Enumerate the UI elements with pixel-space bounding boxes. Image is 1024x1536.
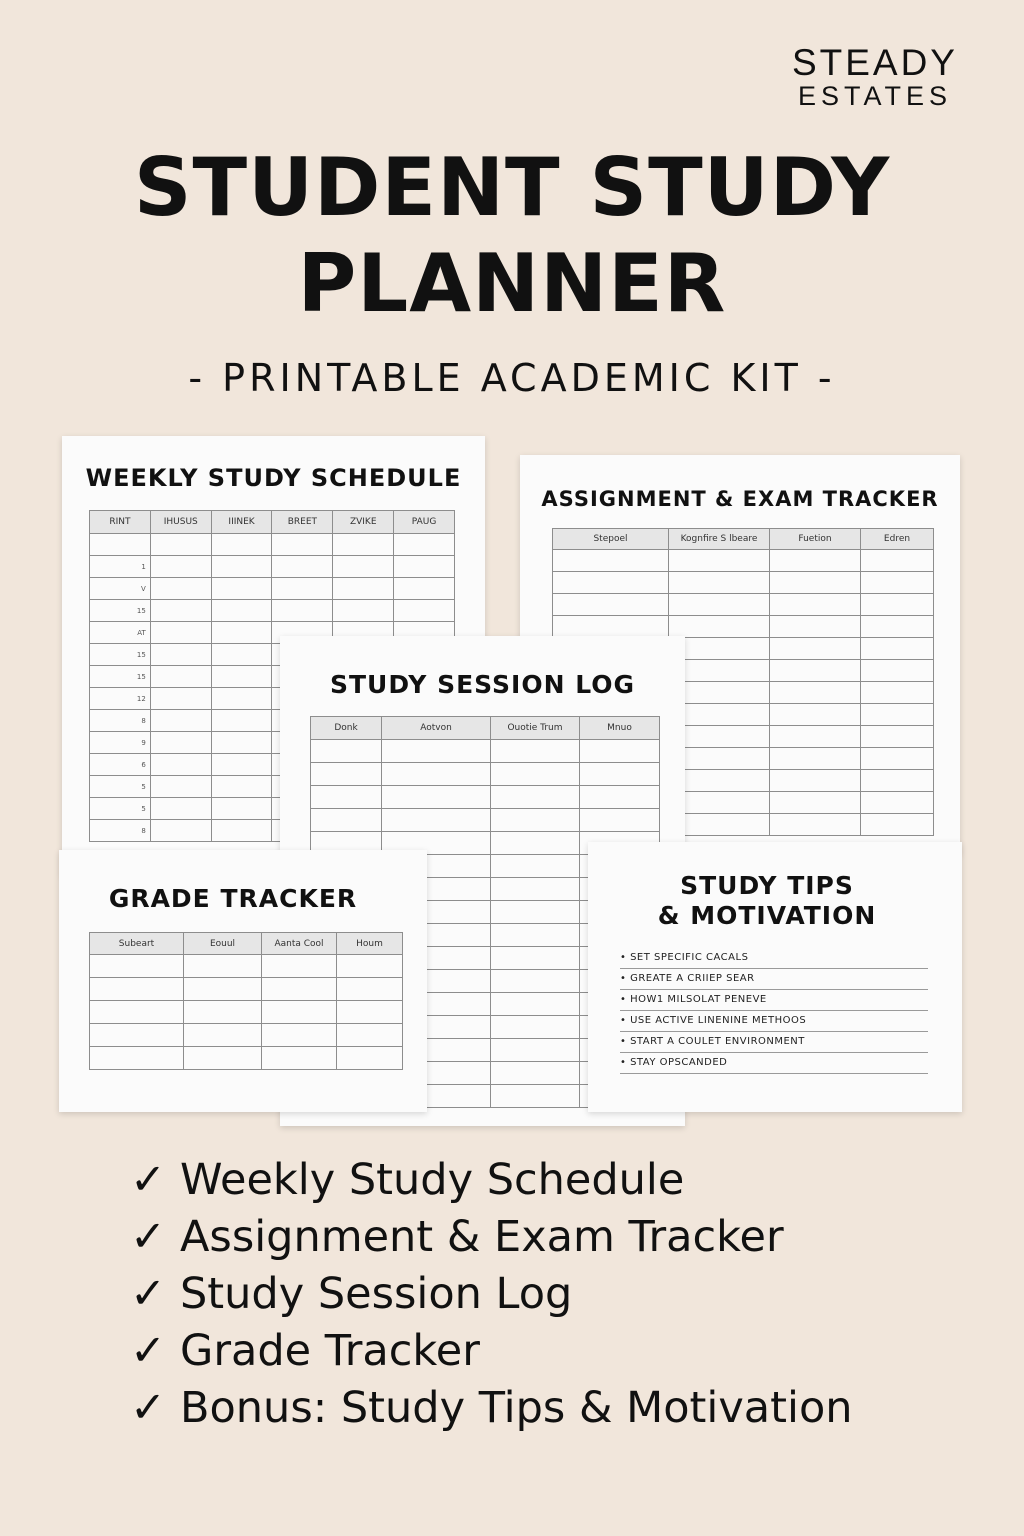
grade-header-cell: Houm bbox=[337, 933, 403, 955]
feature-item bbox=[130, 1266, 853, 1323]
grade-tracker-grid bbox=[89, 932, 403, 1070]
table-cell bbox=[770, 792, 861, 814]
table-cell bbox=[90, 955, 184, 978]
table-cell bbox=[211, 534, 272, 556]
table-cell bbox=[491, 786, 580, 809]
brand-line2: ESTATES bbox=[797, 81, 952, 111]
feature-label: Weekly Study Schedule bbox=[180, 1155, 685, 1205]
table-cell bbox=[382, 763, 491, 786]
table-cell bbox=[184, 1024, 262, 1047]
table-cell bbox=[90, 1024, 184, 1047]
table-cell bbox=[311, 809, 382, 832]
table-cell: 15 bbox=[90, 666, 151, 688]
table-cell bbox=[211, 798, 272, 820]
grade-tracker-sheet bbox=[59, 850, 427, 1112]
grade-row bbox=[90, 1024, 403, 1047]
table-cell bbox=[311, 740, 382, 763]
tip-item: • USE ACTIVE LINENINE METHOOS bbox=[620, 1011, 928, 1032]
table-cell bbox=[491, 1016, 580, 1039]
table-cell bbox=[337, 1047, 403, 1070]
table-cell bbox=[861, 726, 934, 748]
table-cell bbox=[272, 534, 333, 556]
weekly-header-cell: IIINEK bbox=[211, 511, 272, 534]
table-cell bbox=[333, 556, 394, 578]
table-cell bbox=[311, 763, 382, 786]
brand-logo bbox=[792, 44, 958, 110]
checkmark-icon: ✓ bbox=[130, 1326, 167, 1376]
table-cell: 1 bbox=[90, 556, 151, 578]
checkmark-icon: ✓ bbox=[130, 1269, 167, 1319]
table-cell bbox=[333, 600, 394, 622]
table-cell: 5 bbox=[90, 776, 151, 798]
weekly-schedule-title: WEEKLY STUDY SCHEDULE bbox=[85, 464, 462, 492]
table-cell bbox=[861, 792, 934, 814]
study-tips-title bbox=[580, 871, 954, 931]
table-cell bbox=[553, 550, 669, 572]
table-cell bbox=[311, 786, 382, 809]
tip-item: • START A COULET ENVIRONMENT bbox=[620, 1032, 928, 1053]
title-line2: PLANNER bbox=[297, 237, 727, 330]
tip-item: • SET SPECIFIC CACALS bbox=[620, 948, 928, 969]
table-cell bbox=[580, 740, 660, 763]
table-cell bbox=[150, 710, 211, 732]
tip-item: • STAY OPSCANDED bbox=[620, 1053, 928, 1074]
table-cell bbox=[669, 550, 770, 572]
table-cell bbox=[90, 978, 184, 1001]
table-cell bbox=[491, 993, 580, 1016]
table-cell bbox=[150, 600, 211, 622]
table-cell bbox=[770, 660, 861, 682]
table-cell bbox=[184, 955, 262, 978]
table-cell: 6 bbox=[90, 754, 151, 776]
table-cell bbox=[90, 534, 151, 556]
table-cell: 8 bbox=[90, 820, 151, 842]
table-cell bbox=[262, 978, 337, 1001]
table-cell bbox=[491, 740, 580, 763]
table-cell bbox=[491, 1085, 580, 1108]
session-header-cell: Mnuo bbox=[580, 717, 660, 740]
table-cell bbox=[770, 748, 861, 770]
table-cell bbox=[491, 1062, 580, 1085]
weekly-header-cell: RINT bbox=[90, 511, 151, 534]
table-cell bbox=[150, 688, 211, 710]
table-cell bbox=[150, 820, 211, 842]
grade-tracker-title: GRADE TRACKER bbox=[108, 884, 358, 913]
assignment-header-cell: Stepoel bbox=[553, 529, 669, 550]
table-cell bbox=[394, 578, 455, 600]
grade-row bbox=[90, 978, 403, 1001]
table-cell bbox=[770, 594, 861, 616]
session-header-cell: Ouotie Trum bbox=[491, 717, 580, 740]
table-cell bbox=[770, 814, 861, 836]
assignment-tracker-title: ASSIGNMENT & EXAM TRACKER bbox=[541, 487, 939, 511]
table-cell bbox=[211, 556, 272, 578]
table-cell bbox=[861, 616, 934, 638]
feature-label: Grade Tracker bbox=[180, 1326, 480, 1376]
session-log-title: STUDY SESSION LOG bbox=[329, 670, 636, 699]
table-cell bbox=[491, 832, 580, 855]
table-cell bbox=[211, 732, 272, 754]
table-cell bbox=[211, 754, 272, 776]
feature-item bbox=[130, 1323, 853, 1380]
table-cell bbox=[491, 947, 580, 970]
page-title bbox=[0, 140, 1024, 332]
feature-checklist bbox=[130, 1152, 853, 1437]
table-cell bbox=[262, 1001, 337, 1024]
table-cell bbox=[491, 855, 580, 878]
table-cell bbox=[150, 798, 211, 820]
table-cell bbox=[861, 704, 934, 726]
table-cell bbox=[211, 666, 272, 688]
study-tips-sheet bbox=[588, 842, 962, 1112]
table-cell bbox=[553, 572, 669, 594]
tip-item: • HOW1 MILSOLAT PENEVE bbox=[620, 990, 928, 1011]
weekly-header-cell: BREET bbox=[272, 511, 333, 534]
feature-label: Study Session Log bbox=[180, 1269, 573, 1319]
table-cell: 5 bbox=[90, 798, 151, 820]
grade-header-cell: Subeart bbox=[90, 933, 184, 955]
session-row bbox=[311, 763, 660, 786]
table-cell bbox=[491, 878, 580, 901]
weekly-row bbox=[90, 556, 455, 578]
table-cell bbox=[382, 809, 491, 832]
table-cell bbox=[770, 770, 861, 792]
feature-label: Assignment & Exam Tracker bbox=[180, 1212, 784, 1262]
weekly-header-cell: PAUG bbox=[394, 511, 455, 534]
table-cell bbox=[491, 924, 580, 947]
table-cell bbox=[333, 578, 394, 600]
table-cell bbox=[669, 616, 770, 638]
table-cell bbox=[394, 600, 455, 622]
table-cell bbox=[770, 616, 861, 638]
table-cell bbox=[770, 638, 861, 660]
table-cell bbox=[272, 556, 333, 578]
table-cell bbox=[770, 550, 861, 572]
weekly-row bbox=[90, 578, 455, 600]
session-row bbox=[311, 786, 660, 809]
table-cell bbox=[337, 1001, 403, 1024]
table-cell bbox=[150, 754, 211, 776]
table-cell bbox=[150, 644, 211, 666]
table-cell bbox=[337, 955, 403, 978]
table-cell bbox=[861, 748, 934, 770]
table-cell bbox=[770, 726, 861, 748]
table-cell bbox=[262, 1047, 337, 1070]
weekly-row bbox=[90, 534, 455, 556]
grade-row bbox=[90, 1001, 403, 1024]
weekly-row bbox=[90, 600, 455, 622]
assignment-row bbox=[553, 616, 934, 638]
table-cell bbox=[382, 786, 491, 809]
table-cell bbox=[262, 1024, 337, 1047]
table-cell: 15 bbox=[90, 600, 151, 622]
table-cell bbox=[211, 710, 272, 732]
session-row bbox=[311, 809, 660, 832]
table-cell bbox=[211, 820, 272, 842]
table-cell bbox=[669, 572, 770, 594]
session-header-cell: Aotvon bbox=[382, 717, 491, 740]
assignment-header-cell: Fuetion bbox=[770, 529, 861, 550]
study-tips-title-line2: & MOTIVATION bbox=[657, 901, 877, 930]
table-cell bbox=[150, 578, 211, 600]
feature-label: Bonus: Study Tips & Motivation bbox=[180, 1383, 853, 1433]
assignment-header-cell: Edren bbox=[861, 529, 934, 550]
feature-item bbox=[130, 1380, 853, 1437]
table-cell: AT bbox=[90, 622, 151, 644]
assignment-header-cell: Kognfire S lbeare bbox=[669, 529, 770, 550]
table-cell bbox=[861, 814, 934, 836]
table-cell bbox=[184, 1047, 262, 1070]
table-cell bbox=[272, 600, 333, 622]
assignment-row bbox=[553, 594, 934, 616]
study-tips-list bbox=[620, 948, 928, 1074]
table-cell bbox=[150, 776, 211, 798]
table-cell bbox=[491, 970, 580, 993]
table-cell bbox=[211, 644, 272, 666]
session-row bbox=[311, 740, 660, 763]
table-cell bbox=[861, 770, 934, 792]
table-cell bbox=[337, 978, 403, 1001]
table-cell bbox=[150, 534, 211, 556]
weekly-header-cell: ZVIKE bbox=[333, 511, 394, 534]
table-cell bbox=[770, 572, 861, 594]
checkmark-icon: ✓ bbox=[130, 1383, 167, 1433]
tip-item: • GREATE A CRIIEP SEAR bbox=[620, 969, 928, 990]
table-cell bbox=[211, 622, 272, 644]
feature-item bbox=[130, 1152, 853, 1209]
table-cell bbox=[90, 1047, 184, 1070]
checkmark-icon: ✓ bbox=[130, 1155, 167, 1205]
table-cell: 15 bbox=[90, 644, 151, 666]
checkmark-icon: ✓ bbox=[130, 1212, 167, 1262]
table-cell bbox=[150, 666, 211, 688]
table-cell bbox=[211, 776, 272, 798]
table-cell bbox=[861, 660, 934, 682]
grade-header-cell: Eouul bbox=[184, 933, 262, 955]
table-cell bbox=[150, 622, 211, 644]
table-cell: V bbox=[90, 578, 151, 600]
grade-header-cell: Aanta Cool bbox=[262, 933, 337, 955]
table-cell: 12 bbox=[90, 688, 151, 710]
table-cell bbox=[211, 688, 272, 710]
brand-line1: STEADY bbox=[791, 42, 958, 83]
table-cell bbox=[770, 704, 861, 726]
table-cell bbox=[491, 901, 580, 924]
page-subtitle: - PRINTABLE ACADEMIC KIT - bbox=[188, 356, 836, 400]
table-cell bbox=[491, 1039, 580, 1062]
assignment-row bbox=[553, 550, 934, 572]
table-cell bbox=[337, 1024, 403, 1047]
table-cell bbox=[861, 638, 934, 660]
table-cell bbox=[394, 556, 455, 578]
table-cell bbox=[211, 578, 272, 600]
table-cell bbox=[382, 740, 491, 763]
table-cell bbox=[770, 682, 861, 704]
table-cell bbox=[491, 763, 580, 786]
table-cell bbox=[184, 1001, 262, 1024]
table-cell bbox=[580, 786, 660, 809]
table-cell bbox=[90, 1001, 184, 1024]
grade-row bbox=[90, 1047, 403, 1070]
table-cell bbox=[861, 572, 934, 594]
table-cell: 8 bbox=[90, 710, 151, 732]
session-header-cell: Donk bbox=[311, 717, 382, 740]
table-cell bbox=[272, 578, 333, 600]
feature-item bbox=[130, 1209, 853, 1266]
table-cell: 9 bbox=[90, 732, 151, 754]
table-cell bbox=[150, 732, 211, 754]
table-cell bbox=[262, 955, 337, 978]
table-cell bbox=[580, 809, 660, 832]
weekly-header-cell: IHUSUS bbox=[150, 511, 211, 534]
table-cell bbox=[150, 556, 211, 578]
table-cell bbox=[861, 550, 934, 572]
table-cell bbox=[861, 682, 934, 704]
grade-row bbox=[90, 955, 403, 978]
table-cell bbox=[861, 594, 934, 616]
table-cell bbox=[394, 534, 455, 556]
study-tips-title-line1: STUDY TIPS bbox=[680, 871, 854, 900]
assignment-row bbox=[553, 572, 934, 594]
table-cell bbox=[491, 809, 580, 832]
table-cell bbox=[184, 978, 262, 1001]
table-cell bbox=[580, 763, 660, 786]
table-cell bbox=[333, 534, 394, 556]
table-cell bbox=[211, 600, 272, 622]
table-cell bbox=[669, 594, 770, 616]
title-line1: STUDENT STUDY bbox=[133, 141, 891, 234]
table-cell bbox=[553, 616, 669, 638]
table-cell bbox=[553, 594, 669, 616]
